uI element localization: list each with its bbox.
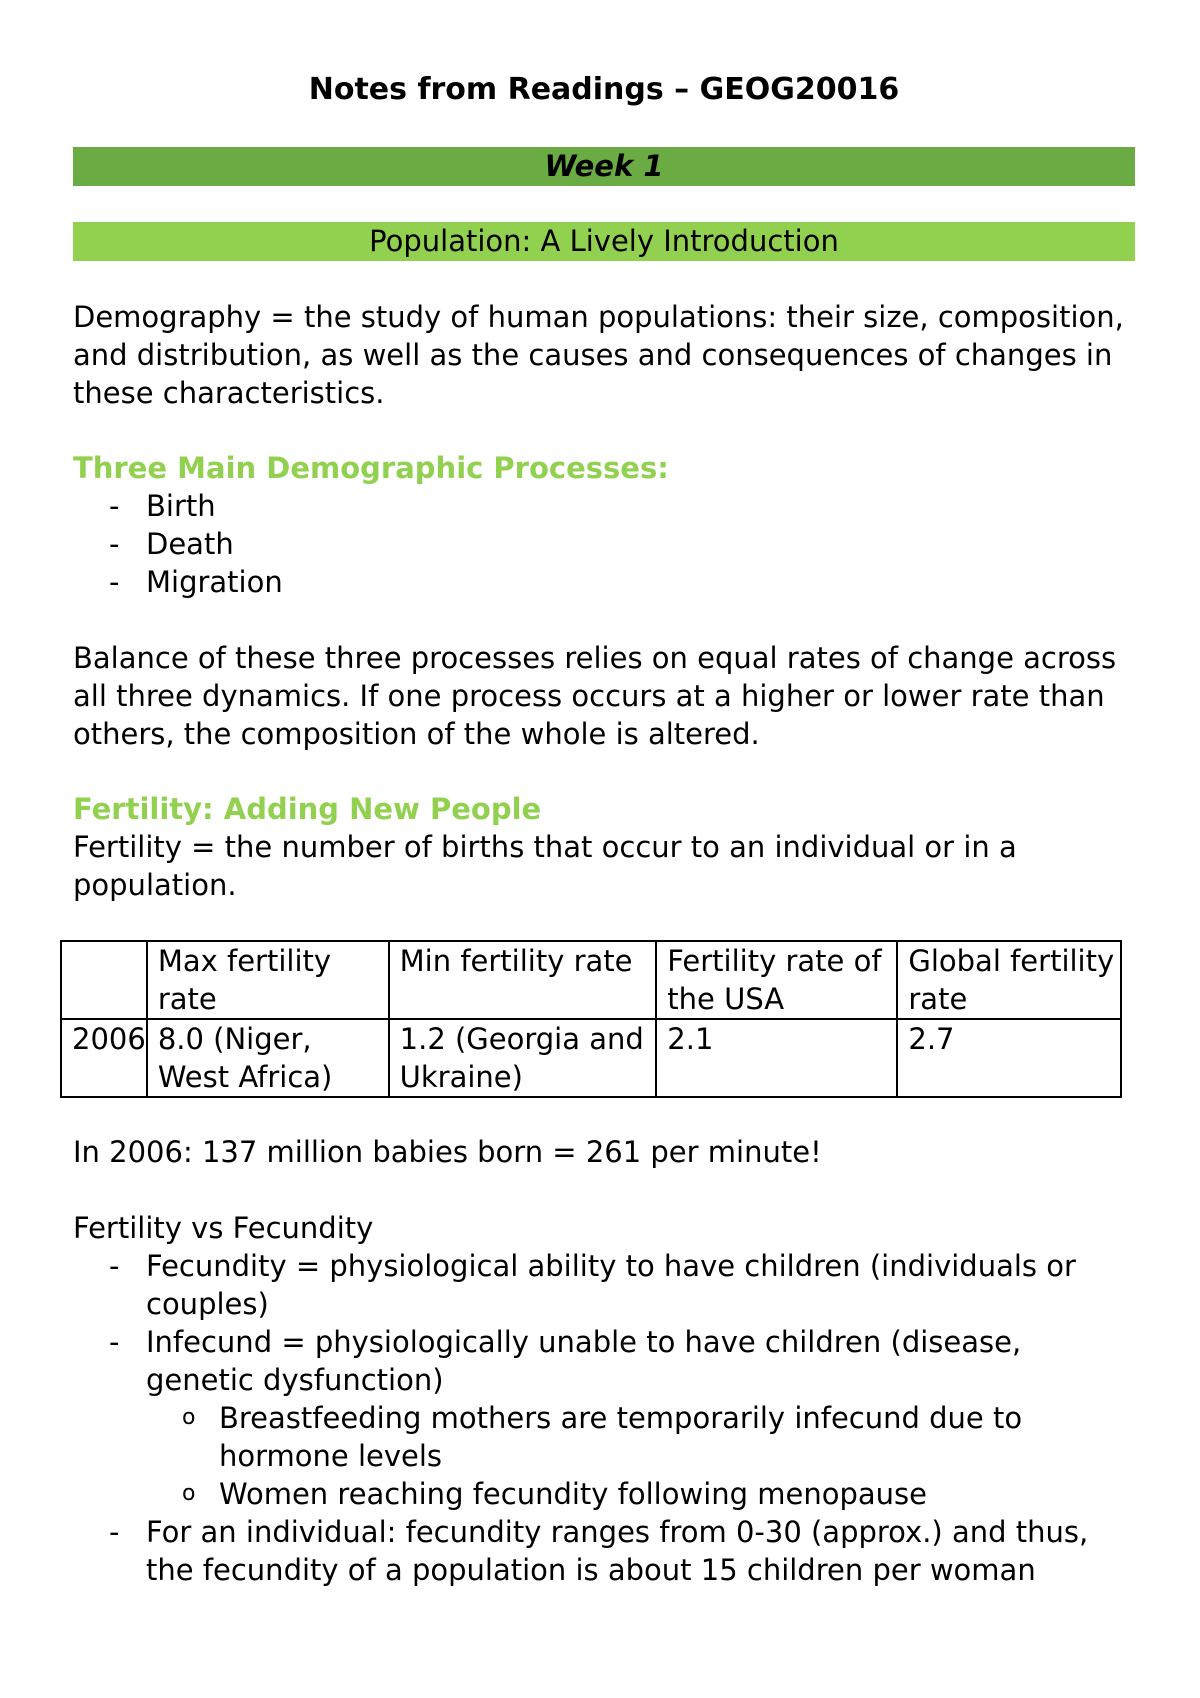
document-title: Notes from Readings – GEOG20016	[308, 72, 900, 107]
dash-bullet: -	[109, 527, 120, 561]
circle-bullet-icon: o	[182, 1481, 196, 1506]
sub-item-breastfeeding: Breastfeeding mothers are temporarily infecund due to hormone levels	[219, 1401, 1023, 1473]
infecund-sublist	[146, 1399, 1135, 1513]
process-migration: Migration	[146, 565, 283, 599]
list-item	[73, 1247, 1135, 1323]
table-header-cell	[61, 941, 147, 1019]
table-header-cell: Fertility rate of the USA	[656, 941, 897, 1019]
table-cell: 2.7	[897, 1019, 1121, 1097]
chapter-banner: Population: A Lively Introduction	[73, 222, 1135, 261]
table-header-cell: Min fertility rate	[389, 941, 657, 1019]
list-item	[73, 1513, 1135, 1589]
births-statistic: In 2006: 137 million babies born = 261 per minute!	[73, 1135, 822, 1169]
list-item	[146, 1399, 1135, 1475]
dash-bullet: -	[109, 1249, 120, 1283]
list-item	[73, 487, 283, 525]
table-row	[61, 1019, 1121, 1097]
table-header-row	[61, 941, 1121, 1019]
infecund-definition: Infecund = physiologically unable to have children (disease, genetic dysfunction)	[146, 1325, 1022, 1397]
fertility-heading: Fertility: Adding New People	[73, 792, 542, 826]
dash-bullet: -	[109, 1325, 120, 1359]
table-header-cell: Global fertility rate	[897, 941, 1121, 1019]
table-cell-year: 2006	[61, 1019, 147, 1097]
fertility-definition: Fertility = the number of births that occur to an individual or in a population.	[73, 830, 1017, 902]
table-cell: 8.0 (Niger, West Africa)	[147, 1019, 389, 1097]
sub-item-menopause: Women reaching fecundity following menopause	[219, 1477, 927, 1511]
table-cell: 2.1	[656, 1019, 897, 1097]
process-death: Death	[146, 527, 234, 561]
dash-bullet: -	[109, 565, 120, 599]
circle-bullet-icon: o	[182, 1405, 196, 1430]
dash-bullet: -	[109, 1515, 120, 1549]
processes-list	[73, 487, 283, 601]
list-item	[73, 1323, 1135, 1513]
list-item	[146, 1475, 1135, 1513]
list-item	[73, 525, 283, 563]
week-banner: Week 1	[73, 147, 1135, 186]
fecundity-heading: Fertility vs Fecundity	[73, 1211, 374, 1245]
individual-fecundity: For an individual: fecundity ranges from 0-30 (approx.) and thus, the fecundity of a population is about 15 children per woman	[146, 1515, 1089, 1587]
processes-heading: Three Main Demographic Processes:	[73, 451, 669, 485]
process-birth: Birth	[146, 489, 216, 523]
fecundity-list	[73, 1247, 1135, 1589]
dash-bullet: -	[109, 489, 120, 523]
fertility-table	[60, 940, 1122, 1098]
list-item	[73, 563, 283, 601]
fecundity-definition: Fecundity = physiological ability to have children (individuals or couples)	[146, 1249, 1076, 1321]
table-header-cell: Max fertility rate	[147, 941, 389, 1019]
table-cell: 1.2 (Georgia and Ukraine)	[389, 1019, 657, 1097]
balance-paragraph: Balance of these three processes relies on equal rates of change across all three dynamics. If one process occurs at a higher or lower rate than others, the composition of the whole is altered.	[73, 641, 1117, 751]
demography-definition: Demography = the study of human populations: their size, composition, and distribution, as well as the causes and consequences of changes in these characteristics.	[73, 300, 1124, 410]
